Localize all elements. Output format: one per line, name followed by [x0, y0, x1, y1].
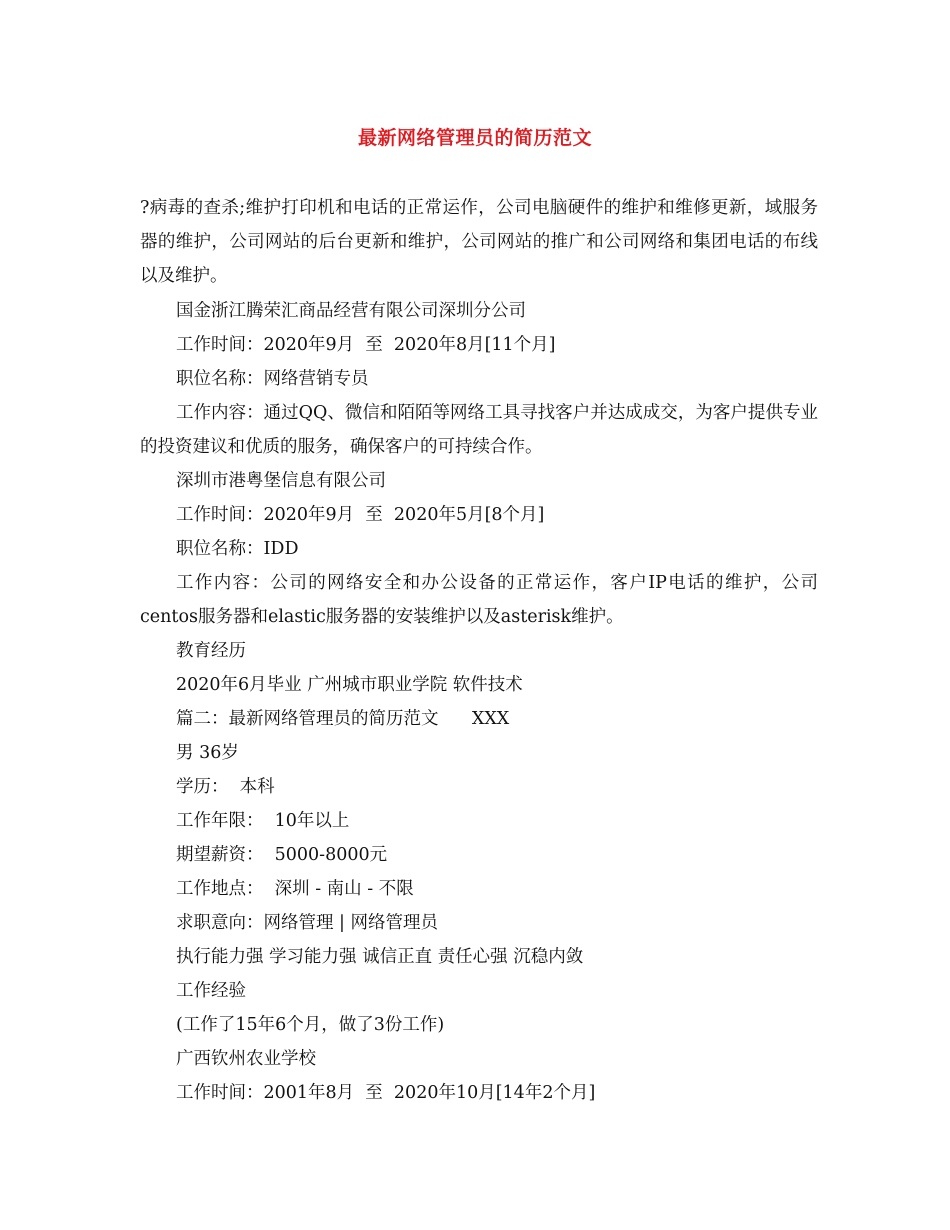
job3-period: 工作时间：2001年8月 至 2020年10月[14年2个月] — [176, 1083, 596, 1103]
experience-summary: (工作了15年6个月，做了3份工作) — [176, 1015, 445, 1035]
education-heading: 教育经历 — [176, 641, 246, 661]
education-line: 2020年6月毕业 广州城市职业学院 软件技术 — [176, 675, 523, 695]
experience-heading: 工作经验 — [176, 981, 246, 1001]
personal-traits: 执行能力强 学习能力强 诚信正直 责任心强 沉稳内敛 — [176, 947, 584, 967]
job1-company: 国金浙江腾荣汇商品经营有限公司深圳分公司 — [176, 301, 526, 321]
degree: 学历： 本科 — [176, 777, 275, 797]
gender-age: 男 36岁 — [176, 743, 239, 763]
job3-company: 广西钦州农业学校 — [176, 1049, 316, 1069]
job2-position: 职位名称：IDD — [176, 539, 299, 559]
part2-line: 篇二：最新网络管理员的简历范文 XXX — [176, 709, 510, 729]
work-location: 工作地点： 深圳 - 南山 - 不限 — [176, 879, 414, 899]
job1-position: 职位名称：网络营销专员 — [176, 369, 369, 389]
expected-salary: 期望薪资： 5000-8000元 — [176, 845, 388, 865]
job2-content: 工作内容：公司的网络安全和办公设备的正常运作，客户IP电话的维护，公司centos服务器和elastic服务器的安装维护以及asterisk维护。 — [140, 573, 818, 627]
job2-company: 深圳市港粤堡信息有限公司 — [176, 471, 386, 491]
job-intention: 求职意向：网络管理 | 网络管理员 — [176, 913, 439, 933]
job1-content: 工作内容：通过QQ、微信和陌陌等网络工具寻找客户并达成成交，为客户提供专业的投资建议和优质的服务，确保客户的可持续合作。 — [140, 403, 818, 457]
work-years: 工作年限： 10年以上 — [176, 811, 350, 831]
document-title: 最新网络管理员的简历范文 — [357, 127, 592, 149]
intro-paragraph: ?病毒的查杀;维护打印机和电话的正常运作，公司电脑硬件的维护和维修更新，域服务器的维护，公司网站的后台更新和维护，公司网站的推广和公司网络和集团电话的布线以及维护。 — [140, 198, 818, 286]
job2-period: 工作时间：2020年9月 至 2020年5月[8个月] — [176, 505, 545, 525]
job1-period: 工作时间：2020年9月 至 2020年8月[11个月] — [176, 335, 556, 355]
